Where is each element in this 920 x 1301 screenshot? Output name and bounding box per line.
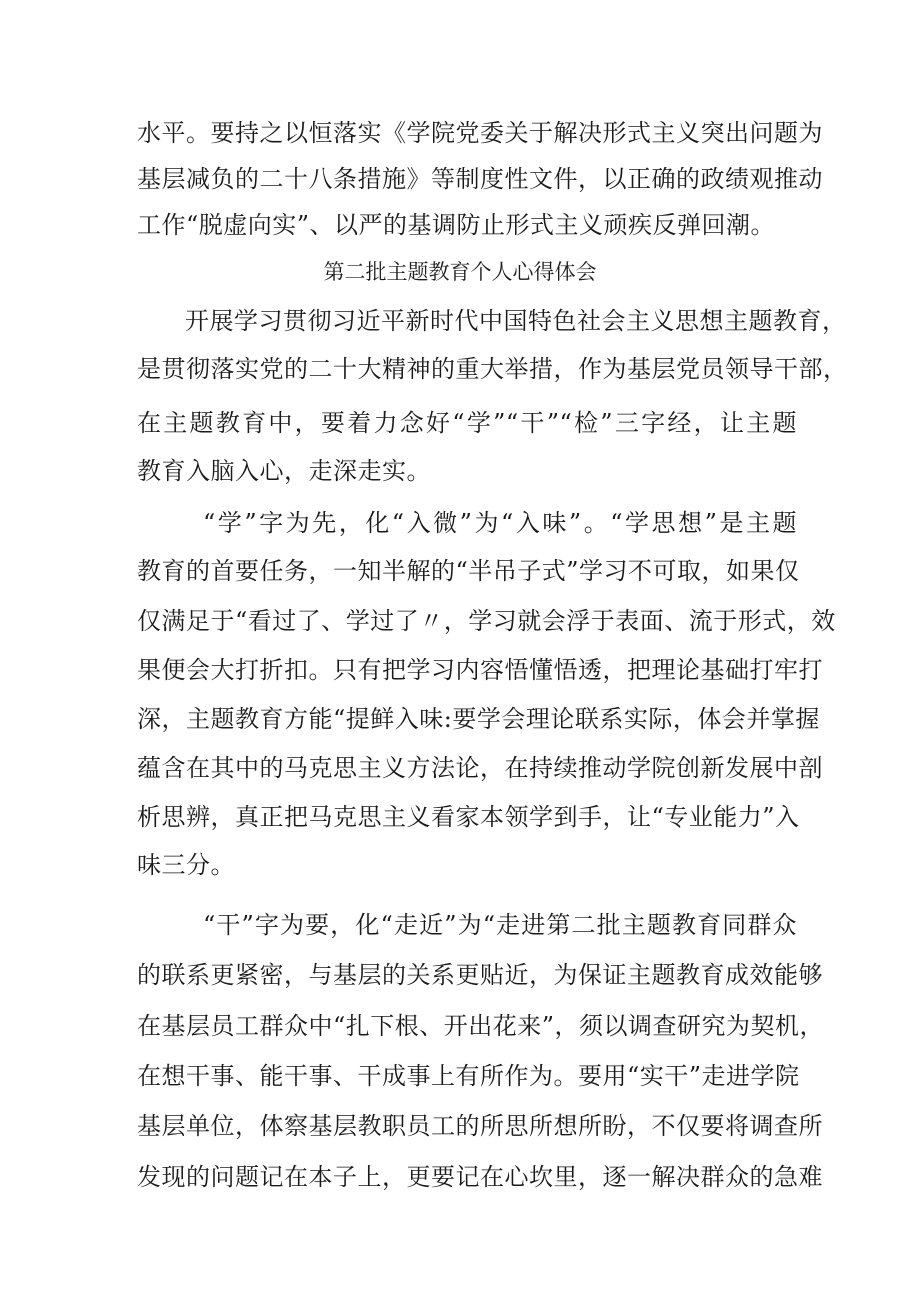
section-heading: 第二批主题教育个人心得体会 <box>323 260 597 284</box>
body-text-line: 工作“脱虚向实”、以严的基调防止形式主义顽疾反弹回潮。 <box>137 211 776 239</box>
body-text-line: 开展学习贯彻习近平新时代中国特色社会主义思想主题教育， <box>185 307 847 335</box>
body-text-line: 发现的问题记在本子上，更要记在心坎里，逐一解决群众的急难 <box>137 1163 823 1191</box>
body-text-line: 在主题教育中，要着力念好“学”“干”“检”三字经，让主题 <box>137 409 797 437</box>
body-text-line: 仅满足于“看过了、学过了〃，学习就会浮于表面、流于形式，效 <box>137 607 836 635</box>
body-text-line: 蕴含在其中的马克思主义方法论，在持续推动学院创新发展中剖 <box>137 754 823 782</box>
body-text-line: 是贯彻落实党的二十大精神的重大举措，作为基层党员领导干部， <box>137 355 848 383</box>
body-text-line: 味三分。 <box>137 851 235 879</box>
body-text-line: 基层单位，体察基层教职员工的所思所想所盼，不仅要将调查所 <box>137 1112 823 1140</box>
body-text-line: 的联系更紧密，与基层的关系更贴近，为保证主题教育成效能够 <box>137 961 823 989</box>
body-text-line: 基层减负的二十八条措施》等制度性文件，以正确的政绩观推动 <box>137 165 823 193</box>
body-text-line: 析思辨，真正把马克思主义看家本领学到手，让“专业能力”入 <box>137 803 800 831</box>
body-text-line: 教育入脑入心，走深走实。 <box>137 457 431 485</box>
body-text-line: 水平。要持之以恒落实《学院党委关于解决形式主义突出问题为 <box>137 119 823 147</box>
body-text-line: 教育的首要任务，一知半解的“半吊子式”学习不可取，如果仅 <box>137 557 800 585</box>
body-text-line: 深，主题教育方能“提鲜入味:要学会理论联系实际，体会并掌握 <box>137 705 820 733</box>
body-text-line: “学”字为先，化“入微”为“入味”。“学思想”是主题 <box>203 509 797 537</box>
body-text-line: “干”字为要，化“走近”为“走进第二批主题教育同群众 <box>203 911 797 939</box>
body-text-line: 在想干事、能干事、干成事上有所作为。要用“实干”走进学院 <box>137 1062 800 1090</box>
body-text-line: 在基层员工群众中“扎下根、开出花来”，须以调查研究为契机， <box>137 1012 825 1040</box>
body-text-line: 果便会大打折扣。只有把学习内容悟懂悟透，把理论基础打牢打 <box>137 656 823 684</box>
